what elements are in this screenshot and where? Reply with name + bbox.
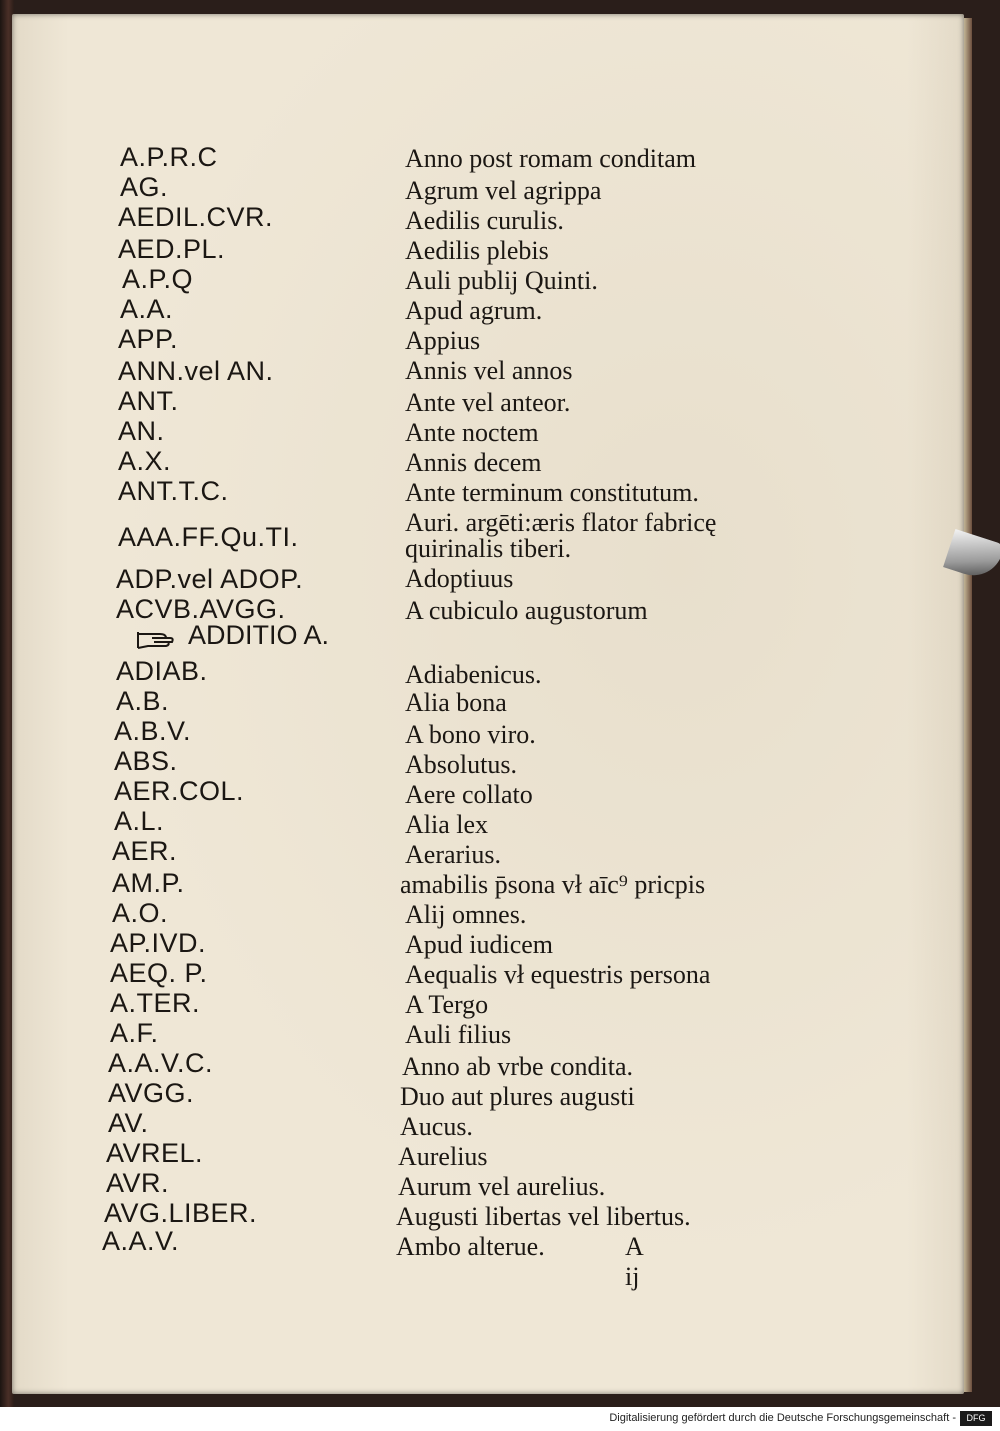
expansion-cell: Aurum vel aurelius.	[398, 1172, 606, 1201]
abbr-cell: A.P.Q	[122, 264, 194, 294]
expansion-cell: Annis decem	[405, 448, 542, 477]
expansion-cell: Auri. argēti:æris flator fabricę	[405, 508, 717, 537]
expansion-cell: Annis vel annos	[405, 356, 573, 385]
footer-bar	[0, 1407, 1000, 1431]
abbr-cell: ADIAB.	[116, 656, 208, 686]
abbr-cell: AN.	[118, 416, 165, 446]
expansion-cell: Aedilis curulis.	[405, 206, 564, 235]
abbr-cell: AVREL.	[106, 1138, 204, 1168]
abbr-cell: A.O.	[112, 898, 169, 928]
funding-notice: Digitalisierung gefördert durch die Deutsche Forschungsgemeinschaft -	[609, 1412, 956, 1424]
abbr-cell: ADP.vel ADOP.	[116, 564, 304, 594]
abbr-cell: A.A.V.C.	[108, 1048, 214, 1078]
abbr-cell: AVGG.	[108, 1078, 195, 1108]
expansion-cell: Ante vel anteor.	[405, 388, 571, 417]
expansion-cell: Ambo alterue.	[396, 1232, 545, 1261]
abbr-cell: A.A.V.	[102, 1226, 180, 1256]
expansion-cell: Alia bona	[405, 688, 507, 717]
expansion-cell: Alij omnes.	[405, 900, 527, 929]
expansion-cell-continued: quirinalis tiberi.	[405, 534, 572, 563]
expansion-cell: amabilis p̄sona vł aīc⁹ pricpis	[400, 870, 706, 899]
expansion-cell: Augusti libertas vel libertus.	[396, 1202, 691, 1231]
abbr-cell: AER.COL.	[114, 776, 245, 806]
expansion-cell: Aucus.	[400, 1112, 473, 1141]
abbr-cell: AER.	[112, 836, 178, 866]
abbr-cell: A.A.	[120, 294, 174, 324]
expansion-cell: Appius	[405, 326, 481, 355]
manicule-hand-icon	[136, 628, 176, 650]
expansion-cell: Alia lex	[405, 810, 489, 839]
expansion-cell: A bono viro.	[405, 720, 536, 749]
abbr-cell: AVR.	[106, 1168, 170, 1198]
abbr-cell: A.TER.	[110, 988, 201, 1018]
expansion-cell: Aere collato	[405, 780, 533, 809]
abbr-cell: AEDIL.CVR.	[118, 202, 274, 232]
abbr-cell: A.F.	[110, 1018, 159, 1048]
abbr-cell: A.B.V.	[114, 716, 192, 746]
expansion-cell: A Tergo	[405, 990, 489, 1019]
abbr-cell: A.L.	[114, 806, 165, 836]
expansion-cell: Adiabenicus.	[405, 660, 542, 689]
abbr-cell: A.B.	[116, 686, 170, 716]
abbr-cell: AVG.LIBER.	[104, 1198, 258, 1228]
expansion-cell: Apud agrum.	[405, 296, 543, 325]
abbr-cell: AV.	[108, 1108, 149, 1138]
abbr-cell: AP.IVD.	[110, 928, 207, 958]
abbr-cell: ACVB.AVGG.	[116, 594, 286, 624]
abbr-cell: ANT.	[118, 386, 179, 416]
section-heading: ADDITIO A.	[188, 620, 330, 650]
abbr-cell: A.X.	[118, 446, 172, 476]
expansion-cell: Aedilis plebis	[405, 236, 549, 265]
expansion-cell: Duo aut plures augusti	[400, 1082, 635, 1111]
abbr-cell: AM.P.	[112, 868, 185, 898]
abbr-cell: AAA.FF.Qu.TI.	[118, 522, 299, 552]
abbr-cell: APP.	[118, 324, 179, 354]
dfg-logo: DFG	[960, 1411, 992, 1426]
abbr-cell: AED.PL.	[118, 234, 226, 264]
expansion-cell: Adoptiuus	[405, 564, 514, 593]
expansion-cell: Apud iudicem	[405, 930, 554, 959]
abbr-cell: ANT.T.C.	[118, 476, 229, 506]
signature-mark: A ij	[625, 1232, 643, 1291]
abbr-cell: ANN.vel AN.	[118, 356, 274, 386]
expansion-cell: Ante noctem	[405, 418, 539, 447]
expansion-cell: A cubiculo augustorum	[405, 596, 648, 625]
expansion-cell: Aequalis vł equestris persona	[405, 960, 711, 989]
abbr-cell: AEQ. P.	[110, 958, 208, 988]
expansion-cell: Auli filius	[405, 1020, 512, 1049]
expansion-cell: Auli publij Quinti.	[405, 266, 598, 295]
expansion-cell: Aerarius.	[405, 840, 502, 869]
expansion-cell: Anno ab vrbe condita.	[402, 1052, 634, 1081]
expansion-cell: Absolutus.	[405, 750, 517, 779]
abbr-cell: AG.	[120, 172, 169, 202]
expansion-cell: Ante terminum constitutum.	[405, 478, 699, 507]
expansion-cell: Anno post romam conditam	[405, 144, 697, 173]
expansion-cell: Aurelius	[398, 1142, 488, 1171]
abbr-cell: ABS.	[114, 746, 178, 776]
expansion-cell: Agrum vel agrippa	[405, 176, 602, 205]
abbr-cell: A.P.R.C	[120, 142, 218, 172]
